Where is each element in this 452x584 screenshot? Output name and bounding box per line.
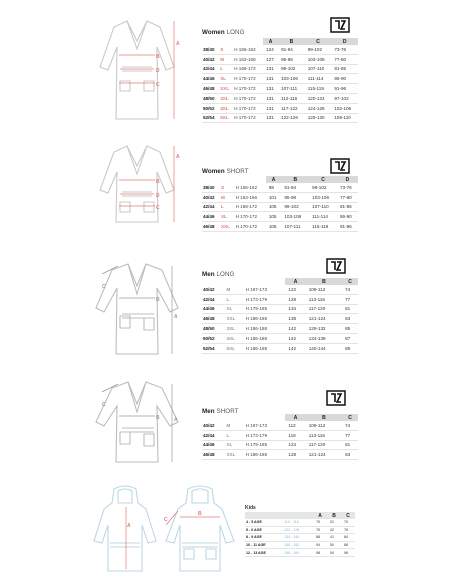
measure-cell-a: 128 bbox=[285, 294, 305, 304]
height-cell: H 170-172 bbox=[235, 212, 266, 222]
measure-cell-c: 99-102 bbox=[305, 45, 332, 54]
letter-size-cell: L bbox=[226, 430, 245, 440]
table-row bbox=[202, 84, 358, 94]
measure-cell-d: 77-80 bbox=[337, 192, 358, 202]
height-cell: H 170-172 bbox=[233, 74, 263, 84]
column-header: A bbox=[285, 414, 305, 421]
table-row bbox=[202, 212, 358, 222]
height-cell: H 155-162 bbox=[235, 183, 266, 192]
measure-cell-d: 91-96 bbox=[331, 84, 358, 94]
measure-cell-b: 112-116 bbox=[278, 93, 305, 103]
table-row bbox=[245, 519, 355, 526]
letter-size-cell: XXL bbox=[226, 450, 245, 460]
height-cell: 110 - 116 bbox=[283, 519, 313, 526]
letter-size-cell: 5XL bbox=[219, 113, 233, 123]
robe-diagram-icon bbox=[160, 485, 240, 577]
measure-cell-c: 74 bbox=[342, 421, 358, 430]
section-women-long bbox=[0, 15, 452, 130]
size-cell: 52/54 bbox=[202, 113, 219, 123]
size-table bbox=[202, 278, 358, 354]
diagram-label-c: C bbox=[164, 517, 168, 523]
column-header: C bbox=[342, 278, 358, 285]
measure-cell-c: 83 bbox=[342, 450, 358, 460]
measure-cell-a: 128 bbox=[285, 450, 305, 460]
measure-cell-a: 118 bbox=[285, 430, 305, 440]
table-row bbox=[202, 421, 358, 430]
table-row bbox=[202, 333, 358, 343]
size-table bbox=[202, 38, 358, 123]
brand-logo-icon bbox=[326, 258, 346, 274]
section-men-long bbox=[0, 258, 452, 368]
measure-cell-b: 42 bbox=[327, 526, 341, 534]
table-row bbox=[202, 93, 358, 103]
height-cell: H 167-173 bbox=[245, 421, 286, 430]
measure-cell-c: 120-124 bbox=[305, 93, 332, 103]
letter-size-cell: S bbox=[219, 45, 233, 54]
letter-size-cell: L bbox=[220, 202, 235, 212]
table-row bbox=[245, 534, 355, 542]
measure-cell-d: 77-80 bbox=[331, 54, 358, 64]
size-cell: 48/50 bbox=[202, 93, 219, 103]
column-header: A bbox=[263, 38, 278, 45]
height-cell: H 179-185 bbox=[245, 304, 286, 314]
measure-cell-c: 83 bbox=[342, 314, 358, 324]
measure-cell-c: 115-119 bbox=[309, 222, 337, 232]
measure-cell-b: 121-124 bbox=[306, 450, 342, 460]
diagram-label-b: B bbox=[156, 54, 160, 60]
table-row bbox=[202, 192, 358, 202]
measure-cell-b: 117-120 bbox=[306, 304, 342, 314]
measure-cell-b: 91-94 bbox=[278, 45, 305, 54]
measure-cell-a: 131 bbox=[263, 74, 278, 84]
measure-cell-a: 131 bbox=[263, 64, 278, 74]
column-header: D bbox=[331, 38, 358, 45]
size-table bbox=[202, 414, 358, 460]
height-cell: H 186-188 bbox=[245, 324, 286, 334]
robe-diagram-icon bbox=[90, 485, 160, 577]
diagram-label-b: B bbox=[156, 297, 160, 303]
column-header: A bbox=[266, 176, 282, 183]
letter-size-cell: XL bbox=[226, 304, 245, 314]
measure-cell-c: 74 bbox=[342, 285, 358, 294]
table-row bbox=[202, 202, 358, 212]
measure-cell-a: 142 bbox=[285, 343, 305, 353]
letter-size-cell: M bbox=[226, 421, 245, 430]
brand-logo-icon bbox=[330, 17, 350, 33]
measure-cell-b: 91-94 bbox=[281, 183, 309, 192]
measure-cell-b: 109-112 bbox=[306, 285, 342, 294]
height-cell: H 163-166 bbox=[235, 192, 266, 202]
table-row bbox=[202, 222, 358, 232]
height-cell: H 186-188 bbox=[245, 450, 286, 460]
section-title: Men SHORT bbox=[202, 408, 239, 415]
age-cell: 10 - 11 AGE bbox=[245, 541, 283, 549]
measure-cell-a: 131 bbox=[263, 113, 278, 123]
measure-cell-d: 86-90 bbox=[337, 212, 358, 222]
height-cell: H 168-172 bbox=[233, 64, 263, 74]
height-cell: H 186-188 bbox=[245, 333, 286, 343]
size-cell: 44/46 bbox=[202, 304, 226, 314]
column-header: A bbox=[313, 512, 327, 519]
diagram-label-c: C bbox=[156, 82, 160, 88]
column-header: B bbox=[306, 278, 342, 285]
height-cell: H 170-172 bbox=[235, 222, 266, 232]
height-cell: H 186-188 bbox=[245, 314, 286, 324]
size-cell: 50/52 bbox=[202, 103, 219, 113]
measure-cell-b: 41 bbox=[327, 534, 341, 542]
measure-cell-c: 115-119 bbox=[305, 84, 332, 94]
letter-size-cell: S bbox=[220, 183, 235, 192]
diagram-label-d: D bbox=[156, 68, 160, 74]
measure-cell-a: 131 bbox=[263, 103, 278, 113]
measure-cell-d: 73-76 bbox=[331, 45, 358, 54]
measure-cell-d: 81-85 bbox=[337, 202, 358, 212]
measure-cell-c: 77 bbox=[342, 294, 358, 304]
measure-cell-a: 101 bbox=[266, 192, 282, 202]
measure-cell-b: 54 bbox=[327, 549, 341, 557]
section-title: Women SHORT bbox=[202, 168, 249, 175]
table-row bbox=[202, 314, 358, 324]
size-cell: 38/40 bbox=[202, 45, 219, 54]
measure-cell-a: 134 bbox=[285, 304, 305, 314]
age-cell: 12 - 13 AGE bbox=[245, 549, 283, 557]
table-row bbox=[202, 294, 358, 304]
measure-cell-c: 87 bbox=[342, 333, 358, 343]
letter-size-cell: L bbox=[219, 64, 233, 74]
diagram-label-b: B bbox=[156, 179, 160, 185]
height-cell: H 170-172 bbox=[233, 84, 263, 94]
table-row bbox=[202, 45, 358, 54]
measure-cell-b: 113-116 bbox=[306, 294, 342, 304]
letter-size-cell: 3XL bbox=[219, 93, 233, 103]
diagram-label-c: C bbox=[156, 205, 160, 211]
measure-cell-c: 103-106 bbox=[309, 192, 337, 202]
measure-cell-a: 127 bbox=[263, 54, 278, 64]
size-cell: 42/44 bbox=[202, 64, 219, 74]
size-cell: 52/54 bbox=[202, 343, 226, 353]
table-row bbox=[245, 526, 355, 534]
letter-size-cell: L bbox=[226, 294, 245, 304]
robe-diagram-icon bbox=[92, 376, 187, 466]
measure-cell-d: 102-106 bbox=[331, 103, 358, 113]
measure-cell-d: 91-96 bbox=[337, 222, 358, 232]
measure-cell-b: 107-111 bbox=[281, 222, 309, 232]
size-cell: 46/48 bbox=[202, 450, 226, 460]
column-header: B bbox=[278, 38, 305, 45]
height-cell: H 170-172 bbox=[233, 93, 263, 103]
diagram-label-c: C bbox=[102, 284, 106, 290]
measure-cell-b: 31 bbox=[327, 519, 341, 526]
section-kids bbox=[0, 485, 452, 580]
measure-cell-c: 103-106 bbox=[305, 54, 332, 64]
measure-cell-a: 124 bbox=[263, 45, 278, 54]
measure-cell-a: 142 bbox=[285, 324, 305, 334]
measure-cell-c: 84 bbox=[341, 534, 355, 542]
measure-cell-c: 99-102 bbox=[309, 183, 337, 192]
measure-cell-b: 113-116 bbox=[306, 430, 342, 440]
measure-cell-b: 99-102 bbox=[278, 64, 305, 74]
measure-cell-c: 129-130 bbox=[305, 113, 332, 123]
measure-cell-b: 121-124 bbox=[306, 314, 342, 324]
measure-cell-b: 134-138 bbox=[306, 333, 342, 343]
column-header: B bbox=[327, 512, 341, 519]
height-cell: 146 - 152 bbox=[283, 541, 313, 549]
measure-cell-a: 70 bbox=[313, 519, 327, 526]
height-cell: H 179-185 bbox=[245, 440, 286, 450]
measure-cell-b: 117-122 bbox=[278, 103, 305, 113]
measure-cell-c: 107-110 bbox=[309, 202, 337, 212]
measure-cell-b: 99-102 bbox=[281, 202, 309, 212]
measure-cell-a: 105 bbox=[266, 202, 282, 212]
measure-cell-c: 107-110 bbox=[305, 64, 332, 74]
table-row bbox=[202, 54, 358, 64]
age-cell: 5 - 6 AGE bbox=[245, 526, 283, 534]
height-cell: H 163-166 bbox=[233, 54, 263, 64]
height-cell: H 173-179 bbox=[245, 430, 286, 440]
measure-cell-a: 94 bbox=[313, 541, 327, 549]
size-cell: 40/42 bbox=[202, 54, 219, 64]
table-row bbox=[245, 541, 355, 549]
size-cell: 44/46 bbox=[202, 212, 220, 222]
letter-size-cell: 4XL bbox=[219, 103, 233, 113]
letter-size-cell: M bbox=[219, 54, 233, 64]
measure-cell-a: 124 bbox=[285, 440, 305, 450]
height-cell: 134 - 140 bbox=[283, 534, 313, 542]
height-cell: H 170-172 bbox=[233, 103, 263, 113]
diagram-label-b: B bbox=[156, 415, 160, 421]
size-cell: 48/50 bbox=[202, 324, 226, 334]
table-row bbox=[202, 113, 358, 123]
table-row bbox=[202, 103, 358, 113]
measure-cell-a: 122 bbox=[285, 285, 305, 294]
measure-cell-a: 88 bbox=[313, 534, 327, 542]
table-row bbox=[202, 74, 358, 84]
section-men-short bbox=[0, 376, 452, 471]
diagram-label-d: D bbox=[156, 193, 160, 199]
table-row bbox=[202, 430, 358, 440]
column-header: C bbox=[341, 512, 355, 519]
letter-size-cell: M bbox=[226, 285, 245, 294]
height-cell: 122 - 128 bbox=[283, 526, 313, 534]
measure-cell-d: 81-85 bbox=[331, 64, 358, 74]
letter-size-cell: 5XL bbox=[226, 343, 245, 353]
table-row bbox=[202, 440, 358, 450]
size-cell: 42/44 bbox=[202, 430, 226, 440]
measure-cell-a: 112 bbox=[285, 421, 305, 430]
robe-diagram-icon bbox=[92, 140, 187, 230]
measure-cell-d: 73-76 bbox=[337, 183, 358, 192]
measure-cell-b: 50 bbox=[327, 541, 341, 549]
section-title: Women LONG bbox=[202, 29, 245, 36]
letter-size-cell: XXL bbox=[226, 314, 245, 324]
diagram-label-c: C bbox=[102, 402, 106, 408]
measure-cell-c: 77 bbox=[342, 430, 358, 440]
measure-cell-a: 98 bbox=[313, 549, 327, 557]
height-cell: 158 - 164 bbox=[283, 549, 313, 557]
measure-cell-b: 122-126 bbox=[278, 113, 305, 123]
size-cell: 38/40 bbox=[202, 183, 220, 192]
size-cell: 42/44 bbox=[202, 294, 226, 304]
letter-size-cell: 3XL bbox=[226, 324, 245, 334]
measure-cell-b: 140-144 bbox=[306, 343, 342, 353]
diagram-label-a: A bbox=[174, 417, 178, 423]
table-row bbox=[202, 285, 358, 294]
measure-cell-c: 81 bbox=[342, 440, 358, 450]
letter-size-cell: XL bbox=[226, 440, 245, 450]
brand-logo-icon bbox=[326, 390, 346, 406]
measure-cell-a: 70 bbox=[313, 526, 327, 534]
column-header: C bbox=[309, 176, 337, 183]
size-cell: 42/44 bbox=[202, 202, 220, 212]
height-cell: H 167-173 bbox=[245, 285, 286, 294]
height-cell: H 168-172 bbox=[235, 202, 266, 212]
measure-cell-d: 97-102 bbox=[331, 93, 358, 103]
size-cell: 44/46 bbox=[202, 74, 219, 84]
size-table bbox=[245, 512, 355, 557]
measure-cell-d: 106-110 bbox=[331, 113, 358, 123]
measure-cell-a: 98 bbox=[266, 183, 282, 192]
measure-cell-c: 96 bbox=[341, 549, 355, 557]
measure-cell-c: 111-114 bbox=[305, 74, 332, 84]
column-header: C bbox=[342, 414, 358, 421]
measure-cell-b: 95-98 bbox=[281, 192, 309, 202]
section-title: Men LONG bbox=[202, 271, 235, 278]
column-header: B bbox=[281, 176, 309, 183]
table-row bbox=[245, 549, 355, 557]
table-row bbox=[202, 343, 358, 353]
robe-diagram-icon bbox=[92, 258, 187, 358]
measure-cell-b: 129-132 bbox=[306, 324, 342, 334]
column-header: B bbox=[306, 414, 342, 421]
column-header: D bbox=[337, 176, 358, 183]
measure-cell-a: 131 bbox=[263, 84, 278, 94]
size-cell: 50/52 bbox=[202, 333, 226, 343]
brand-logo-icon bbox=[330, 158, 350, 174]
measure-cell-a: 138 bbox=[285, 314, 305, 324]
measure-cell-c: 124-128 bbox=[305, 103, 332, 113]
measure-cell-b: 107-111 bbox=[278, 84, 305, 94]
table-row bbox=[202, 324, 358, 334]
diagram-label-a: A bbox=[176, 154, 180, 160]
measure-cell-a: 142 bbox=[285, 333, 305, 343]
measure-cell-c: 85 bbox=[342, 324, 358, 334]
height-cell: H 173-179 bbox=[245, 294, 286, 304]
letter-size-cell: XL bbox=[219, 74, 233, 84]
section-women-short bbox=[0, 140, 452, 240]
measure-cell-c: 81 bbox=[342, 304, 358, 314]
size-cell: 46/48 bbox=[202, 222, 220, 232]
height-cell: H 186-188 bbox=[245, 343, 286, 353]
diagram-label-a: A bbox=[176, 41, 180, 47]
measure-cell-b: 103-106 bbox=[278, 74, 305, 84]
size-cell: 40/42 bbox=[202, 421, 226, 430]
table-row bbox=[202, 183, 358, 192]
measure-cell-a: 105 bbox=[266, 222, 282, 232]
measure-cell-b: 117-120 bbox=[306, 440, 342, 450]
size-cell: 44/46 bbox=[202, 440, 226, 450]
age-cell: 4 - 5 AGE bbox=[245, 519, 283, 526]
column-header: C bbox=[305, 38, 332, 45]
diagram-label-b: B bbox=[198, 511, 202, 517]
letter-size-cell: M bbox=[220, 192, 235, 202]
measure-cell-d: 86-90 bbox=[331, 74, 358, 84]
measure-cell-b: 109-112 bbox=[306, 421, 342, 430]
measure-cell-b: 103-106 bbox=[281, 212, 309, 222]
size-cell: 46/48 bbox=[202, 314, 226, 324]
measure-cell-b: 95-98 bbox=[278, 54, 305, 64]
age-cell: 8 - 9 AGE bbox=[245, 534, 283, 542]
height-cell: H 170-172 bbox=[233, 113, 263, 123]
letter-size-cell: XXL bbox=[220, 222, 235, 232]
size-cell: 40/42 bbox=[202, 192, 220, 202]
size-cell: 40/42 bbox=[202, 285, 226, 294]
section-title: Kids bbox=[245, 505, 256, 511]
measure-cell-c: 111-114 bbox=[309, 212, 337, 222]
measure-cell-a: 105 bbox=[266, 212, 282, 222]
table-row bbox=[202, 64, 358, 74]
measure-cell-c: 70 bbox=[341, 519, 355, 526]
diagram-label-a: A bbox=[174, 314, 178, 320]
diagram-label-a: A bbox=[127, 523, 131, 529]
letter-size-cell: XL bbox=[220, 212, 235, 222]
height-cell: H 155-162 bbox=[233, 45, 263, 54]
size-table bbox=[202, 176, 358, 232]
measure-cell-c: 89 bbox=[342, 343, 358, 353]
measure-cell-a: 131 bbox=[263, 93, 278, 103]
measure-cell-c: 88 bbox=[341, 541, 355, 549]
table-row bbox=[202, 450, 358, 460]
letter-size-cell: 4XL bbox=[226, 333, 245, 343]
measure-cell-c: 76 bbox=[341, 526, 355, 534]
letter-size-cell: XXL bbox=[219, 84, 233, 94]
column-header: A bbox=[285, 278, 305, 285]
robe-diagram-icon bbox=[92, 15, 187, 127]
size-cell: 46/48 bbox=[202, 84, 219, 94]
table-row bbox=[202, 304, 358, 314]
